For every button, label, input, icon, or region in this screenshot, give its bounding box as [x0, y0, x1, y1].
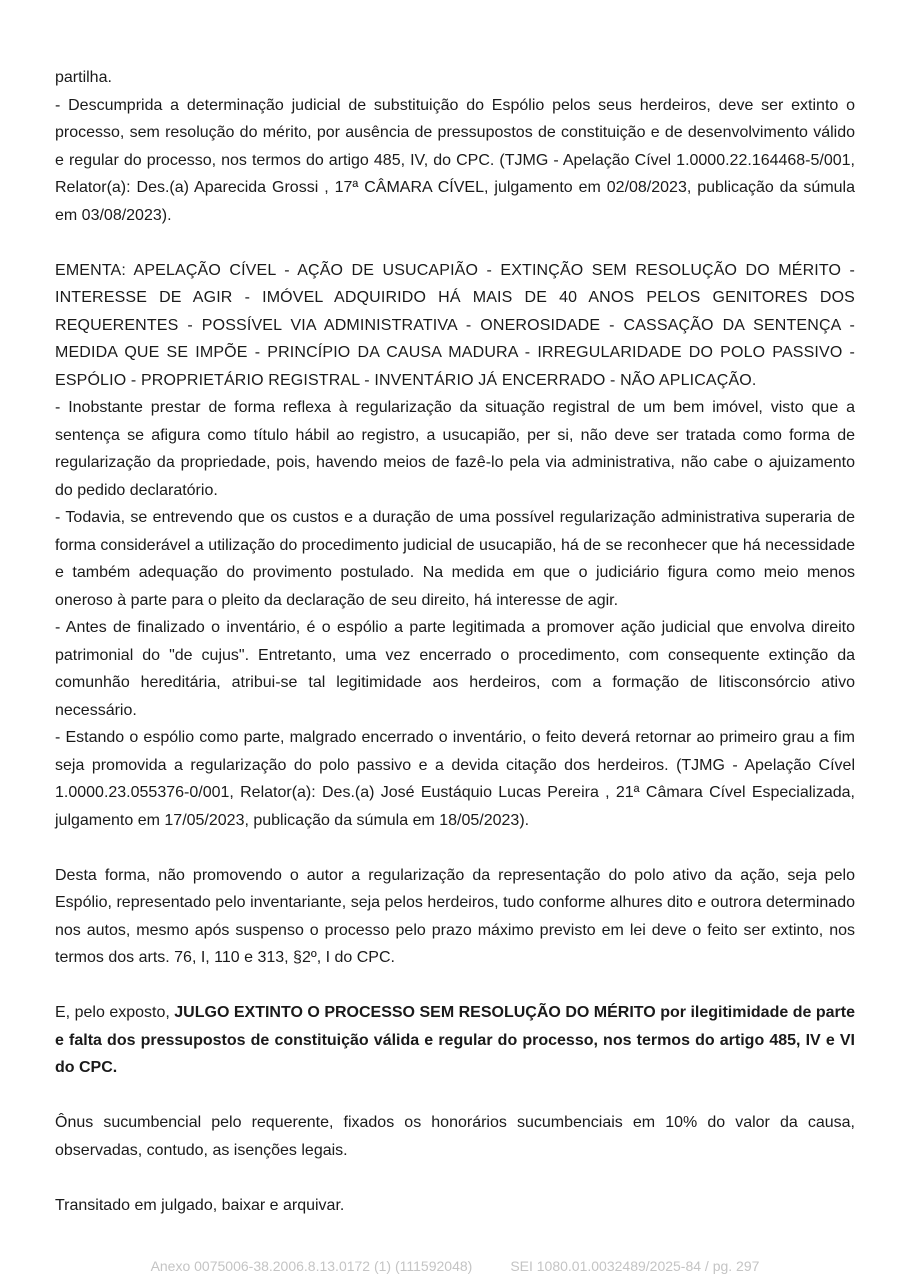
page-footer — [0, 1256, 910, 1276]
paragraph-gap — [55, 1164, 855, 1192]
paragraph-gap — [55, 972, 855, 1000]
paragraph-ementa-estando: - Estando o espólio como parte, malgrado encerrado o inventário, o feito deverá retornar ao primeiro grau a fim seja promovida a regularização do polo passivo e a devida citação dos herdeiros. (TJMG - Apelação Cível 1.0000.23.055376-0/001, Relator(a): Des.(a) José Eustáquio Lucas Pereira , 21ª Câmara Cível Especializada, julgamento em 17/05/2023, publicação da súmula em 18/05/2023). — [55, 729, 855, 829]
paragraph-ementa-todavia: - Todavia, se entrevendo que os custos e a duração de uma possível regularização administrativa superaria de forma considerável a utilização do procedimento judicial de usucapião, há de se reconhecer que há necessidade e também adequação do provimento postulado. Na medida em que o judiciário figura como meio menos oneroso à parte para o pleito da declaração de seu direito, há interesse de agir. — [55, 509, 855, 609]
paragraph-ementa-heading: EMENTA: APELAÇÃO CÍVEL - AÇÃO DE USUCAPIÃO - EXTINÇÃO SEM RESOLUÇÃO DO MÉRITO - INTERESSE DE AGIR - IMÓVEL ADQUIRIDO HÁ MAIS DE 40 ANOS PELOS GENITORES DOS REQUERENTES - POSSÍVEL VIA ADMINISTRATIVA - ONEROSIDADE - CASSAÇÃO DA SENTENÇA - MEDIDA QUE SE IMPÕE - PRINCÍPIO DA CAUSA MADURA - IRREGULARIDADE DO POLO PASSIVO - ESPÓLIO - PROPRIETÁRIO REGISTRAL - INVENTÁRIO JÁ ENCERRADO - NÃO APLICAÇÃO. — [55, 261, 855, 389]
footer-annex: Anexo 0075006-38.2006.8.13.0172 (1) (111592048) — [150, 1258, 473, 1274]
paragraph-gap — [55, 229, 855, 257]
paragraph-partilha: partilha. — [55, 69, 112, 86]
paragraph-gap — [55, 834, 855, 862]
document-body — [55, 64, 855, 1219]
verdict-bold: JULGO EXTINTO O PROCESSO SEM RESOLUÇÃO DO MÉRITO por ilegitimidade de parte e falta dos pressupostos de constituição válida e regular do processo, nos termos do artigo 485, IV e VI do CPC. — [55, 1004, 856, 1076]
paragraph-gap — [55, 1082, 855, 1110]
verdict-intro: E, pelo exposto, — [55, 1004, 175, 1021]
paragraph-transitado: Transitado em julgado, baixar e arquivar. — [55, 1196, 345, 1214]
paragraph-onus: Ônus sucumbencial pelo requerente, fixados os honorários sucumbenciais em 10% do valor da causa, observadas, contudo, as isenções legais. — [55, 1114, 855, 1159]
paragraph-desta-forma: Desta forma, não promovendo o autor a regularização da representação do polo ativo da ação, seja pelo Espólio, representado pelo inventariante, seja pelos herdeiros, tudo conforme alhures dito e outrora determinado nos autos, mesmo após suspenso o processo pelo prazo máximo previsto em lei deve o feito ser extinto, nos termos dos arts. 76, I, 110 e 313, §2º, I do CPC. — [55, 866, 855, 966]
paragraph-verdict — [55, 999, 855, 1082]
paragraph-citation-grossi: - Descumprida a determinação judicial de substituição do Espólio pelos seus herdeiros, deve ser extinto o processo, sem resolução do mérito, por ausência de pressupostos de constituição e de desenvolvimento válido e regular do processo, nos termos do artigo 485, IV, do CPC. (TJMG - Apelação Cível 1.0000.22.164468-5/001, Relator(a): Des.(a) Aparecida Grossi , 17ª CÂMARA CÍVEL, julgamento em 02/08/2023, publicação da súmula em 03/08/2023). — [55, 96, 855, 224]
footer-sei: SEI 1080.01.0032489/2025-84 / pg. 297 — [510, 1258, 760, 1274]
paragraph-ementa-antes: - Antes de finalizado o inventário, é o espólio a parte legitimada a promover ação judicial que envolva direito patrimonial do "de cujus". Entretanto, uma vez encerrado o procedimento, com consequente extinção da comunhão hereditária, atribui-se tal legitimidade aos herdeiros, com a formação de litisconsórcio ativo necessário. — [55, 619, 855, 719]
paragraph-ementa-inobstante: - Inobstante prestar de forma reflexa à regularização da situação registral de um bem imóvel, visto que a sentença se afigura como título hábil ao registro, a usucapião, per si, não deve ser tratada como forma de regularização da propriedade, pois, havendo meios de fazê-lo pela via administrativa, não cabe o ajuizamento do pedido declaratório. — [55, 399, 855, 499]
